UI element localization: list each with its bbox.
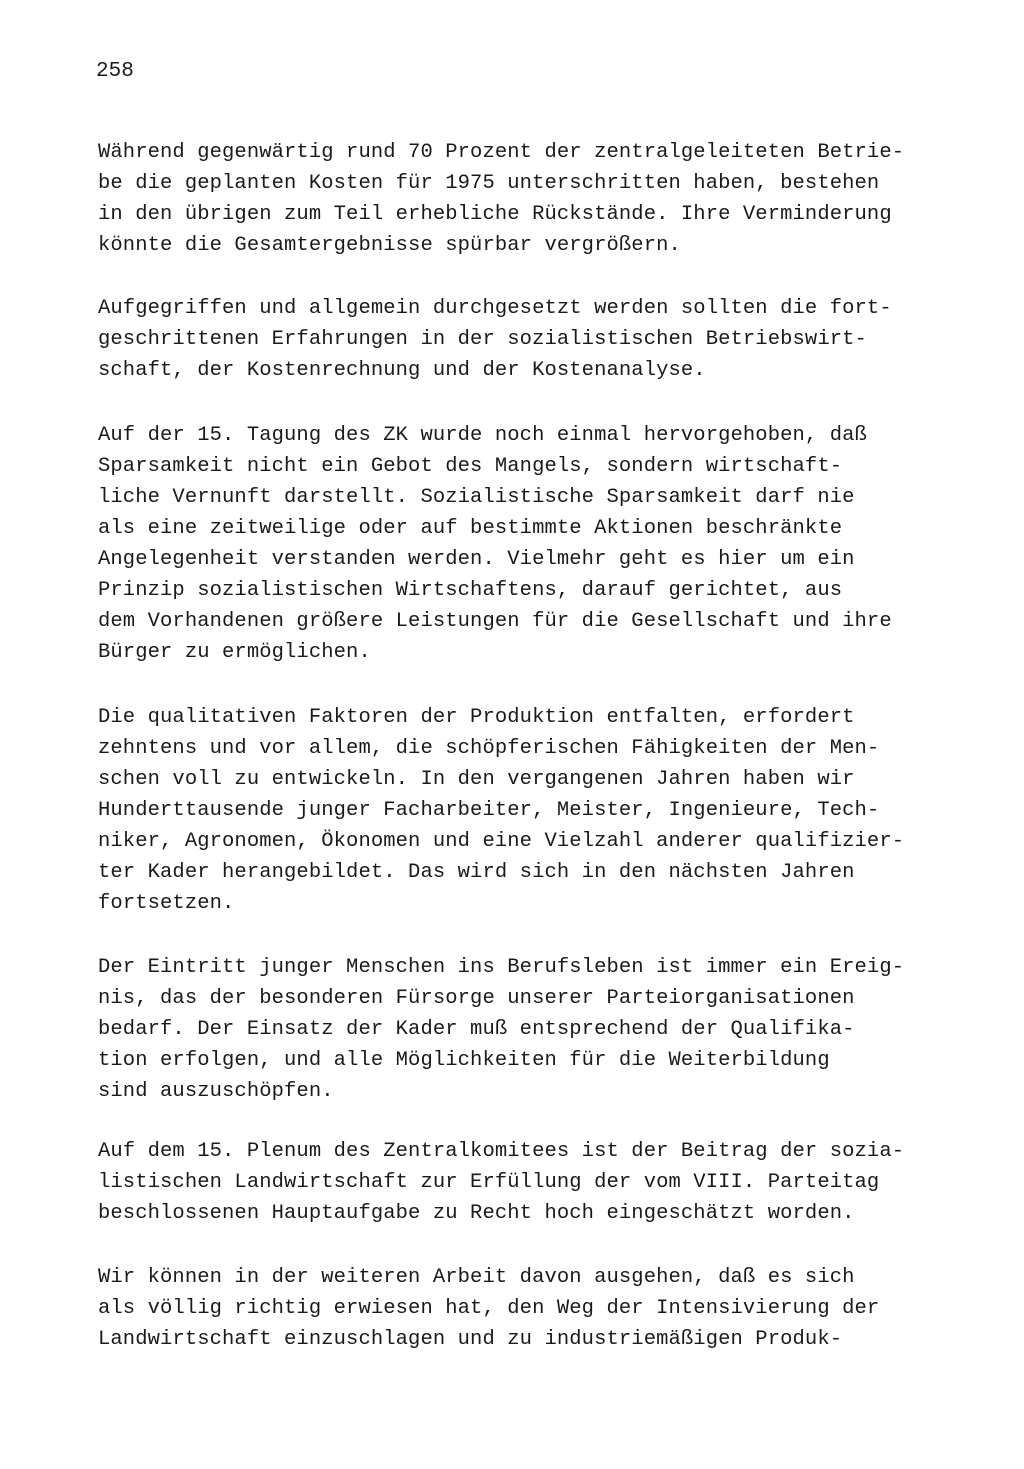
text-line: sind auszuschöpfen.: [98, 1080, 334, 1103]
text-line: liche Vernunft darstellt. Sozialistische Sparsamkeit darf nie: [98, 486, 855, 509]
text-line: Die qualitativen Faktoren der Produktion entfalten, erfordert: [98, 706, 855, 729]
text-line: Auf dem 15. Plenum des Zentralkomitees ist der Beitrag der sozia-: [98, 1140, 905, 1163]
text-line: Während gegenwärtig rund 70 Prozent der zentralgeleiteten Betrie-: [98, 141, 905, 164]
paragraph-5: [98, 952, 904, 1107]
text-line: Hunderttausende junger Facharbeiter, Meister, Ingenieure, Tech-: [98, 799, 880, 822]
text-line: ter Kader herangebildet. Das wird sich in den nächsten Jahren: [98, 861, 855, 884]
paragraph-2: [98, 293, 892, 386]
text-line: beschlossenen Hauptaufgabe zu Recht hoch eingeschätzt worden.: [98, 1202, 855, 1225]
text-line: könnte die Gesamtergebnisse spürbar vergrößern.: [98, 234, 681, 257]
paragraph-4: [98, 702, 904, 919]
paragraph-7: [98, 1262, 879, 1355]
text-line: tion erfolgen, und alle Möglichkeiten für die Weiterbildung: [98, 1049, 830, 1072]
text-line: zehntens und vor allem, die schöpferischen Fähigkeiten der Men-: [98, 737, 880, 760]
text-line: Auf der 15. Tagung des ZK wurde noch einmal hervorgehoben, daß: [98, 424, 867, 447]
text-line: Sparsamkeit nicht ein Gebot des Mangels, sondern wirtschaft-: [98, 455, 843, 478]
text-line: nis, das der besonderen Fürsorge unserer Parteiorganisationen: [98, 987, 855, 1010]
text-line: listischen Landwirtschaft zur Erfüllung der vom VIII. Parteitag: [98, 1171, 880, 1194]
paragraph-1: [98, 137, 904, 261]
text-line: Angelegenheit verstanden werden. Vielmehr geht es hier um ein: [98, 548, 855, 571]
text-line: niker, Agronomen, Ökonomen und eine Vielzahl anderer qualifizier-: [98, 830, 905, 853]
text-line: Bürger zu ermöglichen.: [98, 641, 371, 664]
text-line: in den übrigen zum Teil erhebliche Rückstände. Ihre Verminderung: [98, 203, 892, 226]
text-line: schaft, der Kostenrechnung und der Kostenanalyse.: [98, 359, 706, 382]
text-line: be die geplanten Kosten für 1975 unterschritten haben, bestehen: [98, 172, 880, 195]
text-line: bedarf. Der Einsatz der Kader muß entsprechend der Qualifika-: [98, 1018, 855, 1041]
text-line: schen voll zu entwickeln. In den vergangenen Jahren haben wir: [98, 768, 855, 791]
text-line: Wir können in der weiteren Arbeit davon ausgehen, daß es sich: [98, 1266, 855, 1289]
text-line: Prinzip sozialistischen Wirtschaftens, darauf gerichtet, aus: [98, 579, 843, 602]
text-line: fortsetzen.: [98, 892, 235, 915]
paragraph-3: [98, 420, 892, 668]
text-line: dem Vorhandenen größere Leistungen für die Gesellschaft und ihre: [98, 610, 892, 633]
text-line: Aufgegriffen und allgemein durchgesetzt werden sollten die fort-: [98, 297, 892, 320]
text-line: als eine zeitweilige oder auf bestimmte Aktionen beschränkte: [98, 517, 843, 540]
text-line: Der Eintritt junger Menschen ins Berufsleben ist immer ein Ereig-: [98, 956, 905, 979]
text-line: geschrittenen Erfahrungen in der sozialistischen Betriebswirt-: [98, 328, 867, 351]
page-number: 258: [96, 60, 134, 83]
paragraph-6: [98, 1136, 904, 1229]
text-line: als völlig richtig erwiesen hat, den Weg der Intensivierung der: [98, 1297, 880, 1320]
text-line: Landwirtschaft einzuschlagen und zu industriemäßigen Produk-: [98, 1328, 843, 1351]
